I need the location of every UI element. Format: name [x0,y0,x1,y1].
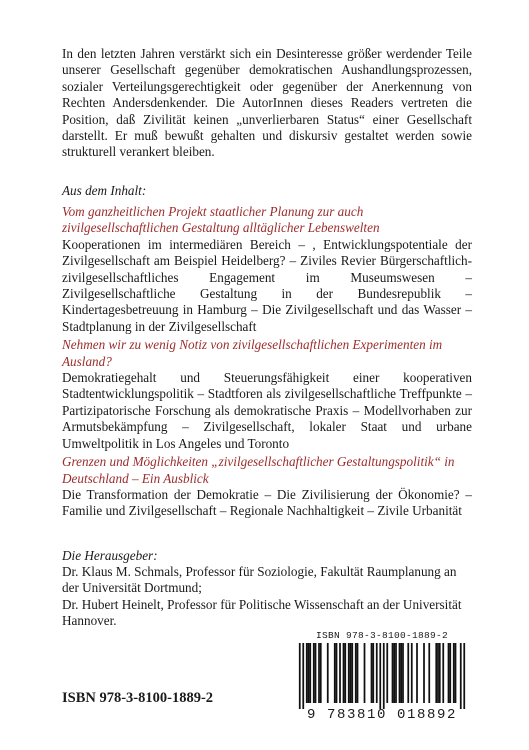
barcode-bar [407,643,409,703]
section-title: Vom ganzheitlichen Projekt staatlicher Planung zur auch zivilgesellschaftlichen Gestaltung alltäglicher Lebenswelten [62,204,380,236]
barcode-bar [435,643,437,703]
section-body: Demokratiegehalt und Steuerungsfähigkeit einer kooperativen Stadtentwicklungspolitik – Stadtforen als zivilgesellschaftliche Treffpunkte – Partizipatorische Forschung als demokratische Praxis – Modellvorhaben zur Armutsbekämpfung – Zivilgesellschaft, lokaler Staat und urbane Umweltpolitik in Los Angeles und Toronto [62,370,472,451]
barcode-bar [299,643,301,709]
barcode-bar [336,643,338,703]
section-title: Nehmen wir zu wenig Notiz von zivilgesellschaftlichen Experimenten im Ausland? [62,337,443,369]
barcode-bar [392,643,394,703]
barcode-bar [364,643,366,703]
barcode-bar [400,643,402,703]
barcode [292,630,472,723]
blurb-intro: In den letzten Jahren verstärkt sich ein Desinteresse größer werdender Teile unserer Gesellschaft gegenüber demokratischen Aushandlungsprozessen, sozialer Verteilungsgerechtigkeit oder gegenüber der Anerkennung von Rechten Andersdenkender. Die AutorInnen dieses Readers vertreten die Position, daß Zivilität keinen „unverlierbaren Status“ einer Gesellschaft darstellt. Er muß bewußt gehalten und diskursiv gestaltet werden sowie strukturell verankert bleiben. [62,46,472,160]
barcode-bar [376,643,378,703]
barcode-bar [460,643,462,709]
barcode-bar [423,643,425,703]
barcode-bar [402,643,404,703]
barcode-bar [437,643,439,703]
barcode-bar [309,643,311,703]
barcode-bar [449,643,451,703]
barcode-bar [350,643,352,703]
section-body: Die Transformation der Demokratie – Die Zivilisierung der Ökonomie? – Familie und Zivilgesellschaft – Regionale Nachhaltigkeit – Zivile Urbanität [62,486,472,519]
barcode-bar [308,643,310,703]
editor-entry: Dr. Klaus M. Schmals, Professor für Soziologie, Fakultät Raumplanung an der Universität Dortmund; [62,564,457,596]
barcode-bar [334,643,336,703]
barcode-bar [355,643,357,703]
barcode-bar [348,643,350,703]
editor-entry: Dr. Hubert Heinelt, Professor für Politische Wissenschaft an der Universität Hannover. [62,596,462,629]
barcode-bar [439,643,441,703]
barcode-bar [318,643,320,703]
barcode-bar [351,643,353,703]
barcode-bars [292,643,472,709]
barcode-bar [320,643,322,703]
barcode-bar [327,643,329,703]
barcode-bar [399,643,401,703]
barcode-bar [463,643,465,709]
section-3 [62,454,472,520]
barcode-digits: 9 783810 018892 [306,707,458,723]
barcode-bar [428,643,430,703]
barcode-bar [448,643,450,703]
barcode-bar [339,643,341,703]
section-2 [62,337,472,452]
barcode-bar [357,643,359,703]
section-1 [62,204,472,335]
barcode-bar [416,643,418,703]
section-body: Kooperationen im intermediären Bereich – , Entwicklungspotentiale der Zivilgesellschaft am Beispiel Heidelberg? – Ziviles Revier Bürgerschaftlich-zivilgesellschaftliches Engagement im Museumswesen – Zivilgesellschaftliche Gestaltung in der Bundesrepublik – Kindertagesbetreuung in Hamburg – Die Zivilgesellschaft und das Wasser – Stadtplanung in der Zivilgesellschaft [62,236,472,334]
barcode-bar [383,643,385,709]
barcode-isbn: ISBN 978-3-8100-1889-2 [315,630,449,641]
barcode-bar [455,643,457,703]
section-title: Grenzen und Möglichkeiten „zivilgesellschaftlicher Gestaltungspolitik“ in Deutschland – Ein Ausblick [62,454,455,486]
barcode-bar [313,643,315,703]
editors [62,548,472,630]
barcode-bar [395,643,397,703]
barcode-bar [386,643,388,703]
barcode-bar [344,643,346,703]
barcode-bar [453,643,455,703]
editors-heading: Die Herausgeber: [62,548,158,563]
barcode-bar [306,643,308,703]
barcode-bar [302,643,304,709]
barcode-bar [379,643,381,709]
barcode-bar [315,643,317,703]
barcode-bar [371,643,373,703]
barcode-bar [372,643,374,703]
barcode-bar [393,643,395,703]
isbn-label: ISBN 978-3-8100-1889-2 [62,690,214,706]
barcode-bar [411,643,413,703]
contents-heading: Aus dem Inhalt: [62,183,147,198]
contents [62,183,472,520]
barcode-bar [442,643,444,703]
barcode-bar [343,643,345,703]
